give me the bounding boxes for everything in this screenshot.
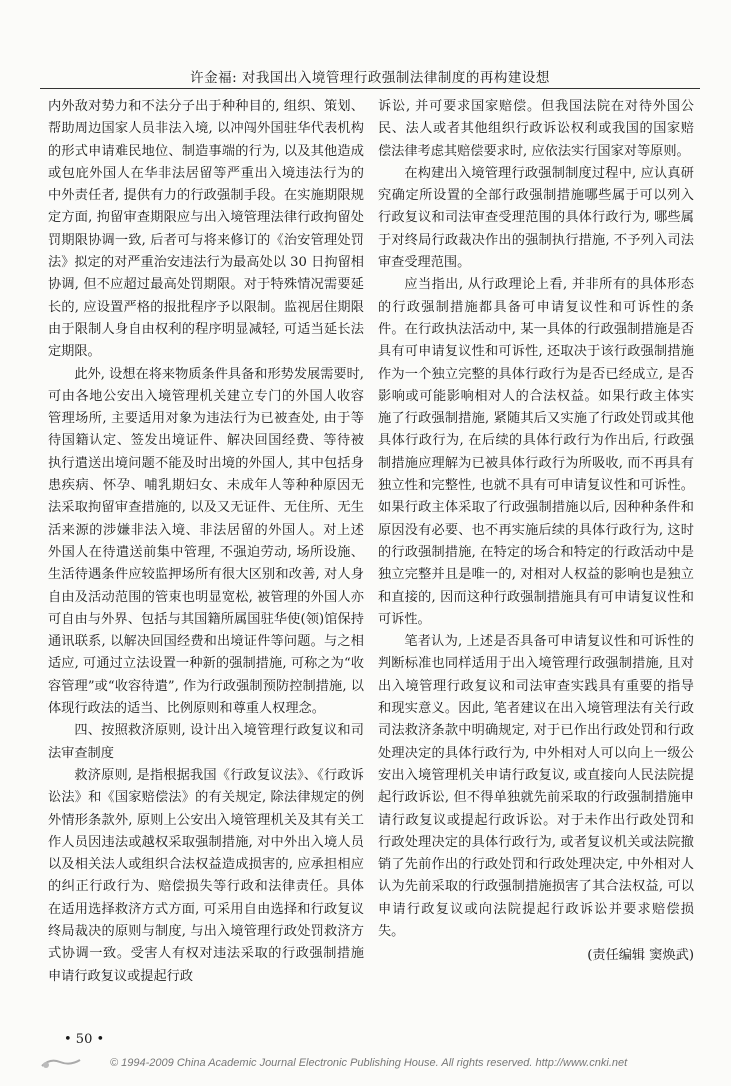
right-column xyxy=(378,96,694,968)
paragraph: 诉讼, 并可要求国家赔偿。但我国法院在对待外国公民、法人或者其他组织行政诉讼权利或我国的国家赔偿法律考虑其赔偿要求时, 应依法实行国家对等原则。 xyxy=(378,99,694,159)
header-rule xyxy=(40,88,700,89)
section-heading: 四、按照救济原则, 设计出入境管理行政复议和司法审查制度 xyxy=(48,723,364,761)
running-head: 许金福: 对我国出入境管理行政强制法律制度的再构建设想 xyxy=(190,70,550,86)
editor-credit: (责任编辑 窦焕武) xyxy=(587,948,694,964)
paragraph: 此外, 设想在将来物质条件具备和形势发展需要时, 可由各地公安出入境管理机关建立专门的外国人收容管理场所, 主要适用对象为违法行为已被查处, 由于等待国籍认定、签发出境证件、解决回国经费、等待被执行遣送出境问题不能及时出境的外国人, 其中包括身患疾病、怀孕、哺乳期妇女、未成年人等种种原因无法采取拘留审查措施的, 以及又无证件、无住所、无生活来源的涉嫌非法入境、非法居留的外国人。对上述外国人在待遣送前集中管理, 不强迫劳动, 场所设施、生活待遇条件应较监押场所有很大区别和改善, 对人身自由及活动范围的管束也明显宽松, 被管理的外国人亦可自由与外界、包括与其国籍所属国驻华使(领)馆保持通讯联系, 以解决回国经费和出境证件等问题。与之相适应, 可通过立法设置一种新的强制措施, 可称之为“收容管理”或“收容待遣”, 作为行政强制预防控制措施, 以体现行政法的适当、比例原则和尊重人权理念。 xyxy=(48,366,364,717)
left-column xyxy=(48,96,364,988)
paragraph: 在构建出入境管理行政强制制度过程中, 应认真研究确定所设置的全部行政强制措施哪些属于可以列入行政复议和司法审查受理范围的具体行政行为, 哪些属于对终局行政裁决作出的强制执行措施, 不予列入司法审查受理范围。 xyxy=(378,165,694,271)
paragraph: 救济原则, 是指根据我国《行政复议法》、《行政诉讼法》和《国家赔偿法》的有关规定, 除法律规定的例外情形条款外, 原则上公安出入境管理机关及其有关工作人员因违法或越权采取强制措施, 对中外出入境人员以及相关法人或组织合法权益造成损害的, 应承担相应的纠正行政行为、赔偿损失等行政和法律责任。具体在适用选择救济方式方面, 可采用自由选择和行政复议终局裁决的原则与制度, 与出入境管理行政处罚救济方式协调一致。受害人有权对违法采取的行政强制措施申请行政复议或提起行政 xyxy=(48,767,364,984)
page-number: • 50 • xyxy=(64,1032,105,1047)
paragraph: 应当指出, 从行政理论上看, 并非所有的具体形态的行政强制措施都具备可申请复议性和可诉性的条件。在行政执法活动中, 某一具体的行政强制措施是否具有可申请复议性和可诉性, 还取决于该行政强制措施作为一个独立完整的具体行政行为是否已经成立, 是否影响或可能影响相对人的合法权益。如果行政主体实施了行政强制措施, 紧随其后又实施了行政处罚或其他具体行政行为, 在后续的具体行政行为作出后, 行政强制措施应理解为已被具体行政行为所吸收, 而不再具有独立性和完整性, 也就不具有可申请复议性和可诉性。如果行政主体采取了行政强制措施以后, 因种种条件和原因没有必要、也不再实施后续的具体行政行为, 这时的行政强制措施, 在特定的场合和特定的行政活动中是独立完整并且是唯一的, 对相对人权益的影响也是独立和直接的, 因而这种行政强制措施具有可申请复议性和可诉性。 xyxy=(378,277,694,627)
footer xyxy=(40,1056,700,1070)
copyright-notice: © 1994-2009 China Academic Journal Electronic Publishing House. All rights reserved. http://www.cnki.net xyxy=(110,1057,628,1069)
cnki-logo-icon xyxy=(40,1056,82,1070)
paragraph: 笔者认为, 上述是否具备可申请复议性和可诉性的判断标准也同样适用于出入境管理行政强制措施, 且对出入境管理行政复议和司法审查实践具有重要的指导和现实意义。因此, 笔者建议在出入境管理法有关行政司法救济条款中明确规定, 对于已作出行政处罚和行政处理决定的具体行政行为, 中外相对人可以向上一级公安出入境管理机关申请行政复议, 或直接向人民法院提起行政诉讼, 但不得单独就先前采取的行政强制措施申请行政复议或提起行政诉讼。对于未作出行政处罚和行政处理决定的具体行政行为, 或者复议机关或法院撤销了先前作出的行政处罚和行政处理决定, 中外相对人认为先前采取的行政强制措施损害了其合法权益, 可以申请行政复议或向法院提起行政诉讼并要求赔偿损失。 xyxy=(378,634,694,939)
paragraph: 内外敌对势力和不法分子出于种种目的, 组织、策划、帮助周边国家人员非法入境, 以冲闯外国驻华代表机构的形式申请难民地位、制造事端的行为, 以及其他造成或包庇外国人在华非法居留等严重出入境违法行为的中外责任者, 提供有力的行政强制手段。在实施期限规定方面, 拘留审查期限应与出入境管理法律行政拘留处罚期限协调一致, 后者可与将来修订的《治安管理处罚法》拟定的对严重治安违法行为最高处以 30 日拘留相协调, 但不应超过最高处罚期限。对于特殊情况需要延长的, 应设置严格的报批程序予以限制。监视居住期限由于限制人身自由权利的程序明显减轻, 可适当延长法定期限。 xyxy=(48,99,364,360)
